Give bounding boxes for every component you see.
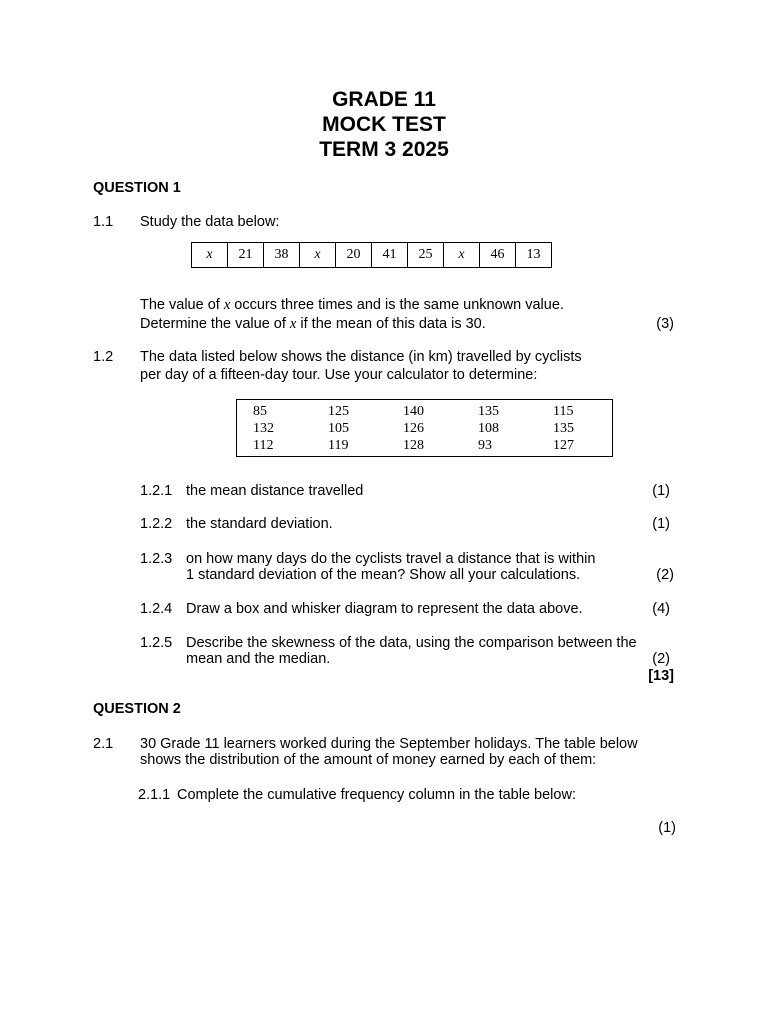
q1-2-4-marks: (4)	[652, 601, 670, 617]
q1-2-3-number: 1.2.3	[140, 551, 173, 567]
q1-1-intro: Study the data below:	[140, 214, 280, 230]
table-row	[237, 437, 613, 457]
title-grade: GRADE 11	[332, 88, 436, 111]
q1-2-2-text: the standard deviation.	[186, 516, 333, 532]
table-cell: 132	[253, 420, 274, 436]
q1-2-1-text: the mean distance travelled	[186, 483, 364, 499]
table-cell: x	[444, 243, 480, 268]
table-cell: 125	[328, 403, 349, 419]
q1-2-2-number: 1.2.2	[140, 516, 173, 532]
question-1-heading: QUESTION 1	[93, 180, 181, 196]
q1-2-5-number: 1.2.5	[140, 635, 173, 651]
table-cell: 93	[478, 437, 492, 453]
table-cell: 20	[336, 243, 372, 268]
question-2-heading: QUESTION 2	[93, 701, 181, 717]
q2-1-1-marks: (1)	[658, 820, 676, 836]
table-cell: x	[300, 243, 336, 268]
q2-1-line2: shows the distribution of the amount of money earned by each of them:	[140, 752, 597, 768]
table-cell: 108	[478, 420, 499, 436]
q1-2-5-line1: Describe the skewness of the data, using the comparison between the	[186, 635, 637, 651]
table-cell: 13	[516, 243, 552, 268]
q1-2-5-line2: mean and the median.	[186, 651, 331, 667]
q1-2-3-line1: on how many days do the cyclists travel a distance that is within	[186, 551, 596, 567]
table-cell: 38	[264, 243, 300, 268]
table-cell: 25	[408, 243, 444, 268]
q1-1-text-line1: The value of x occurs three times and is the same unknown value.	[140, 297, 564, 313]
q1-2-1-number: 1.2.1	[140, 483, 173, 499]
q1-2-line2: per day of a fifteen-day tour. Use your calculator to determine:	[140, 367, 538, 383]
q1-2-1-marks: (1)	[652, 483, 670, 499]
table-cell: 135	[553, 420, 574, 436]
table-cell: x	[192, 243, 228, 268]
q2-1-1-text: Complete the cumulative frequency column in the table below:	[177, 787, 576, 803]
q1-2-line1: The data listed below shows the distance (in km) travelled by cyclists	[140, 349, 582, 365]
table-cell: 135	[478, 403, 499, 419]
table-cell: 85	[253, 403, 267, 419]
q2-1-1-number: 2.1.1	[138, 787, 171, 803]
question-1-total: [13]	[648, 668, 674, 684]
table-cell: 127	[553, 437, 574, 453]
q2-1-number: 2.1	[93, 736, 114, 752]
table-cell: 112	[253, 437, 274, 453]
table-cell: 126	[403, 420, 424, 436]
table-cell: 105	[328, 420, 349, 436]
q1-2-number: 1.2	[93, 349, 114, 365]
q1-2-4-number: 1.2.4	[140, 601, 173, 617]
table-cell: 21	[228, 243, 264, 268]
data-table-1-2	[236, 399, 613, 457]
table-cell: 119	[328, 437, 349, 453]
table-cell: 128	[403, 437, 424, 453]
title-term: TERM 3 2025	[319, 138, 449, 161]
q1-2-3-line2: 1 standard deviation of the mean? Show all your calculations.	[186, 567, 581, 583]
q1-1-marks: (3)	[656, 316, 674, 332]
table-row	[237, 400, 613, 421]
q2-1-line1: 30 Grade 11 learners worked during the September holidays. The table below	[140, 736, 638, 752]
table-cell: 140	[403, 403, 424, 419]
data-table-1-1	[191, 242, 552, 268]
table-cell: 46	[480, 243, 516, 268]
table-row	[237, 420, 613, 437]
q1-2-2-marks: (1)	[652, 516, 670, 532]
table-cell: 41	[372, 243, 408, 268]
q1-2-4-text: Draw a box and whisker diagram to represent the data above.	[186, 601, 583, 617]
q1-2-3-marks: (2)	[656, 567, 674, 583]
table-cell: 115	[553, 403, 574, 419]
q1-1-number: 1.1	[93, 214, 114, 230]
title-test: MOCK TEST	[322, 113, 446, 136]
q1-1-text-line2: Determine the value of x if the mean of this data is 30.	[140, 316, 486, 332]
q1-2-5-marks: (2)	[652, 651, 670, 667]
